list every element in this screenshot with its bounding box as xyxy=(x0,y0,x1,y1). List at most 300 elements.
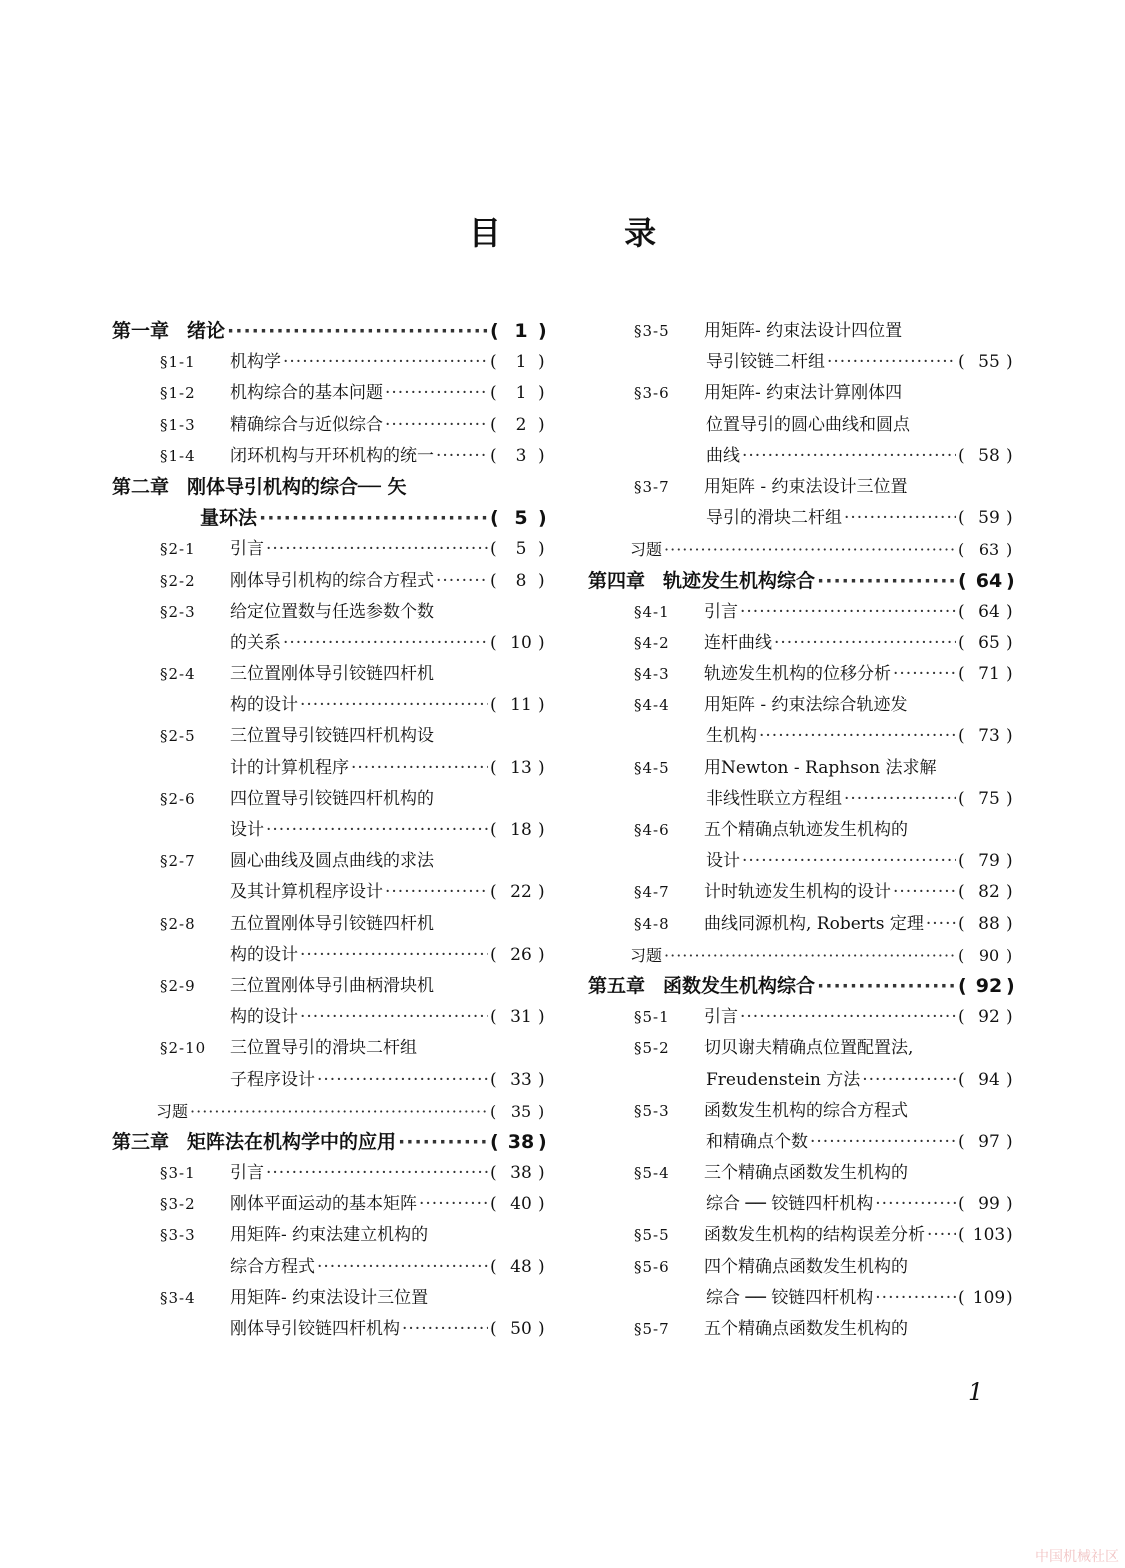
toc-line xyxy=(588,597,1020,628)
toc-line xyxy=(588,1002,1020,1033)
entry-title: 构的设计 xyxy=(230,695,298,716)
entry-title: 曲线 xyxy=(706,445,740,466)
leader-dots xyxy=(875,1189,956,1220)
page-value: 97 xyxy=(978,1131,1000,1152)
page-ref xyxy=(958,1127,1020,1158)
paren-open: ( xyxy=(958,1194,965,1215)
leader-dots xyxy=(817,566,956,597)
toc-entry-section[interactable] xyxy=(112,378,552,409)
leader-dots xyxy=(351,753,488,784)
leader-dots xyxy=(317,1252,488,1283)
toc-line xyxy=(588,1189,1020,1220)
toc-entry-section[interactable] xyxy=(588,753,1020,815)
toc-line xyxy=(588,1252,1020,1283)
section-number: §2-1 xyxy=(160,540,196,559)
page-value: 40 xyxy=(510,1194,532,1215)
toc-entry-section[interactable] xyxy=(588,1096,1020,1158)
paren-open: ( xyxy=(958,945,965,965)
section-number: §4-3 xyxy=(634,665,670,684)
toc-entry-chapter[interactable] xyxy=(112,316,552,347)
toc-line xyxy=(588,1314,1020,1345)
paren-close: ) xyxy=(1006,1069,1013,1090)
page-ref xyxy=(490,628,552,659)
toc-entry-section[interactable] xyxy=(588,597,1020,628)
paren-open: ( xyxy=(490,507,499,530)
leader-dots xyxy=(398,1127,488,1158)
entry-title: 曲线同源机构, Roberts 定理 xyxy=(704,913,924,934)
page-value: 73 xyxy=(978,726,1000,747)
leader-dots xyxy=(385,378,488,409)
toc-entry-chapter[interactable] xyxy=(112,472,552,534)
paren-close: ) xyxy=(538,1007,545,1028)
toc-line xyxy=(112,1065,552,1096)
page-value: 99 xyxy=(978,1194,1000,1215)
page-ref xyxy=(958,784,1020,815)
toc-line xyxy=(588,316,1020,347)
toc-line xyxy=(588,721,1020,752)
entry-title: 三个精确点函数发生机构的 xyxy=(704,1163,908,1184)
page-ref xyxy=(958,846,1020,877)
toc-line xyxy=(112,1033,552,1064)
page-ref xyxy=(490,815,552,846)
toc-entry-section[interactable] xyxy=(588,815,1020,877)
toc-line xyxy=(588,378,1020,409)
paren-open: ( xyxy=(490,632,497,653)
page-value: 35 xyxy=(510,1101,532,1121)
toc-line xyxy=(588,753,1020,784)
page-number: 1 xyxy=(968,1378,984,1406)
toc-entry-section[interactable] xyxy=(588,1033,1020,1095)
page-value: 5 xyxy=(515,539,527,560)
toc-line xyxy=(588,1220,1020,1251)
section-number: §3-7 xyxy=(634,477,670,496)
paren-open: ( xyxy=(958,352,965,373)
paren-close: ) xyxy=(1006,1225,1013,1246)
page-ref xyxy=(958,534,1020,565)
leader-dots xyxy=(385,410,488,441)
page-value: 64 xyxy=(978,601,1000,622)
entry-title: 刚体导引机构的综合── 矢 xyxy=(187,475,407,498)
entry-title: 刚体导引机构的综合方程式 xyxy=(230,570,434,591)
toc-entry-exercise[interactable] xyxy=(588,940,1020,971)
paren-open: ( xyxy=(958,601,965,622)
entry-title: 的关系 xyxy=(230,632,281,653)
leader-dots xyxy=(266,1158,488,1189)
toc-entry-section[interactable] xyxy=(112,846,552,908)
paren-close: ) xyxy=(1006,913,1013,934)
entry-title: 量环法 xyxy=(200,507,258,530)
page-ref xyxy=(490,690,552,721)
entry-title: 习题 xyxy=(630,540,663,560)
toc-line xyxy=(112,316,552,347)
paren-close: ) xyxy=(1006,352,1013,373)
leader-dots xyxy=(266,815,488,846)
entry-title: 三位置刚体导引铰链四杆机 xyxy=(230,664,434,685)
toc-line xyxy=(112,877,552,908)
page-value: 38 xyxy=(507,1130,535,1153)
section-number: §4-5 xyxy=(634,758,670,777)
toc-entry-section[interactable] xyxy=(588,659,1020,690)
page-ref xyxy=(958,1189,1020,1220)
entry-title: 五个精确点函数发生机构的 xyxy=(704,1319,908,1339)
section-number: §4-4 xyxy=(634,696,670,715)
toc-line xyxy=(112,690,552,721)
page-value: 18 xyxy=(510,820,532,840)
leader-dots xyxy=(875,1283,956,1314)
toc-entry-section[interactable] xyxy=(588,472,1020,534)
entry-title: 用矩阵- 约束法建立机构的 xyxy=(230,1225,429,1246)
paren-open: ( xyxy=(490,1069,497,1090)
section-number: §5-1 xyxy=(634,1008,670,1027)
entry-title: 刚体导引铰链四杆机构 xyxy=(230,1319,400,1339)
toc-left-column xyxy=(112,316,552,1345)
paren-open: ( xyxy=(490,882,497,903)
paren-close: ) xyxy=(538,1163,545,1184)
page-ref xyxy=(490,877,552,908)
section-number: §4-7 xyxy=(634,883,670,902)
paren-open: ( xyxy=(958,540,965,560)
page-ref xyxy=(958,909,1020,940)
page-value: 75 xyxy=(978,788,1000,809)
toc-line xyxy=(588,347,1020,378)
toc-entry-section[interactable] xyxy=(112,566,552,597)
page-ref xyxy=(490,1096,552,1127)
toc-line xyxy=(112,1252,552,1283)
toc-entry-chapter[interactable] xyxy=(112,1127,552,1158)
page-ref xyxy=(490,410,552,441)
toc-entry-exercise[interactable] xyxy=(588,534,1020,565)
page-ref xyxy=(490,566,552,597)
section-number: §3-6 xyxy=(634,384,670,403)
paren-close: ) xyxy=(1006,569,1015,592)
paren-close: ) xyxy=(1006,945,1013,965)
page-ref xyxy=(490,316,552,347)
section-number: §2-2 xyxy=(160,571,196,590)
page-value: 58 xyxy=(978,445,1000,466)
page-value: 8 xyxy=(515,570,527,591)
toc-entry-section[interactable] xyxy=(112,347,552,378)
page-ref xyxy=(490,534,552,565)
leader-dots xyxy=(385,877,488,908)
paren-open: ( xyxy=(490,383,497,404)
page-value: 79 xyxy=(978,851,1000,872)
paren-open: ( xyxy=(490,1194,497,1215)
page-ref xyxy=(490,1002,552,1033)
section-number: §1-2 xyxy=(160,384,196,403)
toc-entry-section[interactable] xyxy=(112,909,552,971)
toc-entry-section[interactable] xyxy=(588,378,1020,472)
entry-title: 三位置导引铰链四杆机构设 xyxy=(230,726,434,747)
paren-close: ) xyxy=(1006,788,1013,809)
leader-dots xyxy=(227,316,488,347)
leader-dots xyxy=(664,534,956,565)
paren-close: ) xyxy=(1006,1194,1013,1215)
toc-line xyxy=(588,410,1020,441)
entry-title: 引言 xyxy=(704,1007,738,1028)
paren-close: ) xyxy=(538,944,545,965)
toc-line xyxy=(112,534,552,565)
section-number: §1-1 xyxy=(160,353,196,372)
page-value: 109 xyxy=(972,1287,1006,1308)
paren-open: ( xyxy=(490,944,497,965)
page-ref xyxy=(958,971,1020,1002)
entry-title: 轨迹发生机构综合 xyxy=(663,569,816,592)
paren-close: ) xyxy=(538,320,547,342)
toc-line xyxy=(112,1127,552,1158)
section-number: §3-3 xyxy=(160,1226,196,1245)
section-number: §3-4 xyxy=(160,1288,196,1307)
page-ref xyxy=(490,441,552,472)
toc-entry-section[interactable] xyxy=(588,877,1020,908)
toc-line xyxy=(112,1220,552,1251)
paren-open: ( xyxy=(490,695,497,716)
paren-close: ) xyxy=(538,820,545,840)
toc-line xyxy=(588,1283,1020,1314)
page-value: 3 xyxy=(515,445,527,466)
entry-title: 用矩阵 - 约束法综合轨迹发 xyxy=(704,695,908,716)
paren-close: ) xyxy=(538,632,545,653)
leader-dots xyxy=(300,940,488,971)
entry-title: 构的设计 xyxy=(230,1007,298,1028)
paren-close: ) xyxy=(538,1130,547,1153)
toc-right-column xyxy=(588,316,1020,1345)
entry-title: 刚体平面运动的基本矩阵 xyxy=(230,1194,417,1215)
page-value: 63 xyxy=(978,540,1000,560)
section-number: §2-10 xyxy=(160,1039,207,1058)
watermark: 中国机械社区 xyxy=(1035,1549,1119,1565)
toc-entry-chapter[interactable] xyxy=(588,971,1020,1002)
section-number: §2-7 xyxy=(160,852,196,871)
toc-line xyxy=(588,1065,1020,1096)
page-ref xyxy=(958,1065,1020,1096)
entry-title: 综合 ── 铰链四杆机构 xyxy=(706,1194,874,1215)
section-number: §2-5 xyxy=(160,727,196,746)
page-value: 26 xyxy=(510,944,532,965)
entry-title: 用矩阵- 约束法计算刚体四 xyxy=(704,383,903,404)
entry-title: 函数发生机构的结构误差分析 xyxy=(704,1225,925,1246)
paren-close: ) xyxy=(1006,508,1013,529)
toc-entry-section[interactable] xyxy=(588,1220,1020,1251)
paren-close: ) xyxy=(538,1069,545,1090)
toc-line xyxy=(588,940,1020,971)
section-number: §1-3 xyxy=(160,415,196,434)
paren-open: ( xyxy=(490,570,497,591)
toc-line xyxy=(112,503,552,534)
entry-title: 机构综合的基本问题 xyxy=(230,383,383,404)
toc-entry-section[interactable] xyxy=(112,410,552,441)
page-value: 50 xyxy=(510,1319,532,1339)
entry-title: 用矩阵- 约束法设计三位置 xyxy=(230,1287,429,1308)
toc-entry-section[interactable] xyxy=(112,1283,552,1345)
paren-open: ( xyxy=(490,1319,497,1339)
leader-dots xyxy=(926,909,956,940)
toc-line xyxy=(112,971,552,1002)
toc-line xyxy=(112,784,552,815)
entry-title: 函数发生机构的综合方程式 xyxy=(704,1100,908,1121)
toc-entry-section[interactable] xyxy=(112,1158,552,1189)
leader-dots xyxy=(259,503,488,534)
entry-title: 计时轨迹发生机构的设计 xyxy=(704,882,891,903)
page-ref xyxy=(490,347,552,378)
toc-entry-section[interactable] xyxy=(588,909,1020,940)
paren-open: ( xyxy=(958,632,965,653)
entry-title: 导引的滑块二杆组 xyxy=(706,508,842,529)
paren-open: ( xyxy=(958,1131,965,1152)
toc-entry-section[interactable] xyxy=(112,534,552,565)
leader-dots xyxy=(266,534,488,565)
page-ref xyxy=(958,628,1020,659)
page-value: 92 xyxy=(975,974,1003,997)
toc-entry-section[interactable] xyxy=(112,1189,552,1220)
page-value: 92 xyxy=(978,1007,1000,1028)
toc-entry-exercise[interactable] xyxy=(112,1096,552,1127)
toc-entry-section[interactable] xyxy=(112,784,552,846)
page-ref xyxy=(490,940,552,971)
paren-close: ) xyxy=(538,383,545,404)
toc-entry-section[interactable] xyxy=(588,1158,1020,1220)
toc-line xyxy=(588,566,1020,597)
toc-entry-section[interactable] xyxy=(112,1220,552,1282)
entry-title: 综合 ── 铰链四杆机构 xyxy=(706,1287,874,1308)
paren-close: ) xyxy=(538,695,545,716)
paren-open: ( xyxy=(958,1007,965,1028)
page-ref xyxy=(490,503,552,534)
paren-close: ) xyxy=(1006,726,1013,747)
toc-line xyxy=(588,1158,1020,1189)
toc-line xyxy=(112,1189,552,1220)
page-value: 1 xyxy=(515,383,527,404)
leader-dots xyxy=(740,1002,956,1033)
page-ref xyxy=(958,659,1020,690)
leader-dots xyxy=(436,441,488,472)
paren-open: ( xyxy=(958,913,965,934)
paren-close: ) xyxy=(538,539,545,560)
page-ref xyxy=(958,566,1020,597)
page-ref xyxy=(958,347,1020,378)
section-number: §5-7 xyxy=(634,1320,670,1338)
paren-close: ) xyxy=(538,414,545,435)
toc-line xyxy=(588,472,1020,503)
toc-line xyxy=(588,690,1020,721)
toc-entry-section[interactable] xyxy=(112,597,552,659)
toc-entry-section[interactable] xyxy=(588,1314,1020,1345)
section-number: §2-6 xyxy=(160,789,196,808)
leader-dots xyxy=(300,1002,488,1033)
toc-entry-section[interactable] xyxy=(112,971,552,1033)
section-number: §4-6 xyxy=(634,821,670,839)
entry-title: 三位置导引的滑块二杆组 xyxy=(230,1038,417,1059)
toc-entry-chapter[interactable] xyxy=(588,566,1020,597)
page-value: 31 xyxy=(510,1007,532,1028)
paren-open: ( xyxy=(490,414,497,435)
page-value: 38 xyxy=(510,1163,532,1184)
paren-open: ( xyxy=(958,1225,965,1246)
toc-entry-section[interactable] xyxy=(112,1033,552,1095)
toc-line xyxy=(112,1096,552,1127)
entry-title: 轨迹发生机构的位移分析 xyxy=(704,664,891,685)
paren-open: ( xyxy=(958,788,965,809)
leader-dots xyxy=(190,1096,488,1127)
toc-entry-section[interactable] xyxy=(588,690,1020,752)
page-value: 82 xyxy=(978,882,1000,903)
toc-line xyxy=(112,846,552,877)
toc-line xyxy=(112,659,552,690)
paren-open: ( xyxy=(490,1007,497,1028)
toc-entry-section[interactable] xyxy=(112,441,552,472)
toc-line xyxy=(112,940,552,971)
paren-close: ) xyxy=(538,1319,545,1339)
toc-entry-section[interactable] xyxy=(588,1002,1020,1033)
toc-line xyxy=(112,347,552,378)
entry-title: 和精确点个数 xyxy=(706,1131,808,1152)
page-value: 103 xyxy=(972,1225,1006,1246)
toc-line xyxy=(588,877,1020,908)
toc-line xyxy=(588,503,1020,534)
page-ref xyxy=(958,940,1020,971)
entry-title: 子程序设计 xyxy=(230,1069,315,1090)
entry-title: 引言 xyxy=(230,539,264,560)
paren-close: ) xyxy=(1006,851,1013,872)
toc-line xyxy=(112,566,552,597)
page-value: 88 xyxy=(978,913,1000,934)
toc-entry-section[interactable] xyxy=(112,721,552,783)
page-title: 目 录 xyxy=(468,214,713,252)
section-number: §4-8 xyxy=(634,914,670,933)
paren-open: ( xyxy=(958,569,967,592)
leader-dots xyxy=(774,628,956,659)
section-number: §2-8 xyxy=(160,914,196,933)
entry-title: 计的计算机程序 xyxy=(230,757,349,778)
toc-line xyxy=(112,815,552,846)
toc-line xyxy=(112,441,552,472)
paren-open: ( xyxy=(958,445,965,466)
toc-line xyxy=(588,659,1020,690)
leader-dots xyxy=(759,721,956,752)
toc-line xyxy=(112,410,552,441)
paren-close: ) xyxy=(538,352,545,373)
page-ref xyxy=(490,1252,552,1283)
paren-close: ) xyxy=(1006,882,1013,903)
toc-line xyxy=(588,628,1020,659)
entry-title: 习题 xyxy=(156,1101,189,1121)
section-number: §5-3 xyxy=(634,1101,670,1120)
paren-close: ) xyxy=(1006,445,1013,466)
leader-dots xyxy=(742,846,956,877)
entry-title: 引言 xyxy=(704,601,738,622)
toc-entry-section[interactable] xyxy=(588,628,1020,659)
paren-open: ( xyxy=(490,445,497,466)
paren-open: ( xyxy=(490,1163,497,1184)
page-ref xyxy=(490,1065,552,1096)
page-value: 48 xyxy=(510,1256,532,1277)
section-number: §5-2 xyxy=(634,1039,670,1058)
paren-close: ) xyxy=(1006,632,1013,653)
entry-title: 矩阵法在机构学中的应用 xyxy=(187,1130,397,1153)
toc-entry-section[interactable] xyxy=(588,316,1020,378)
toc-line xyxy=(588,846,1020,877)
page-ref xyxy=(958,441,1020,472)
toc-line xyxy=(112,628,552,659)
section-number: §4-2 xyxy=(634,633,670,652)
entry-title: 设计 xyxy=(706,851,740,872)
toc-entry-section[interactable] xyxy=(112,659,552,721)
page-ref xyxy=(490,1127,552,1158)
toc-entry-section[interactable] xyxy=(588,1252,1020,1314)
paren-open: ( xyxy=(958,1287,965,1308)
paren-close: ) xyxy=(538,445,545,466)
section-number: §2-9 xyxy=(160,976,196,995)
paren-open: ( xyxy=(490,320,499,342)
